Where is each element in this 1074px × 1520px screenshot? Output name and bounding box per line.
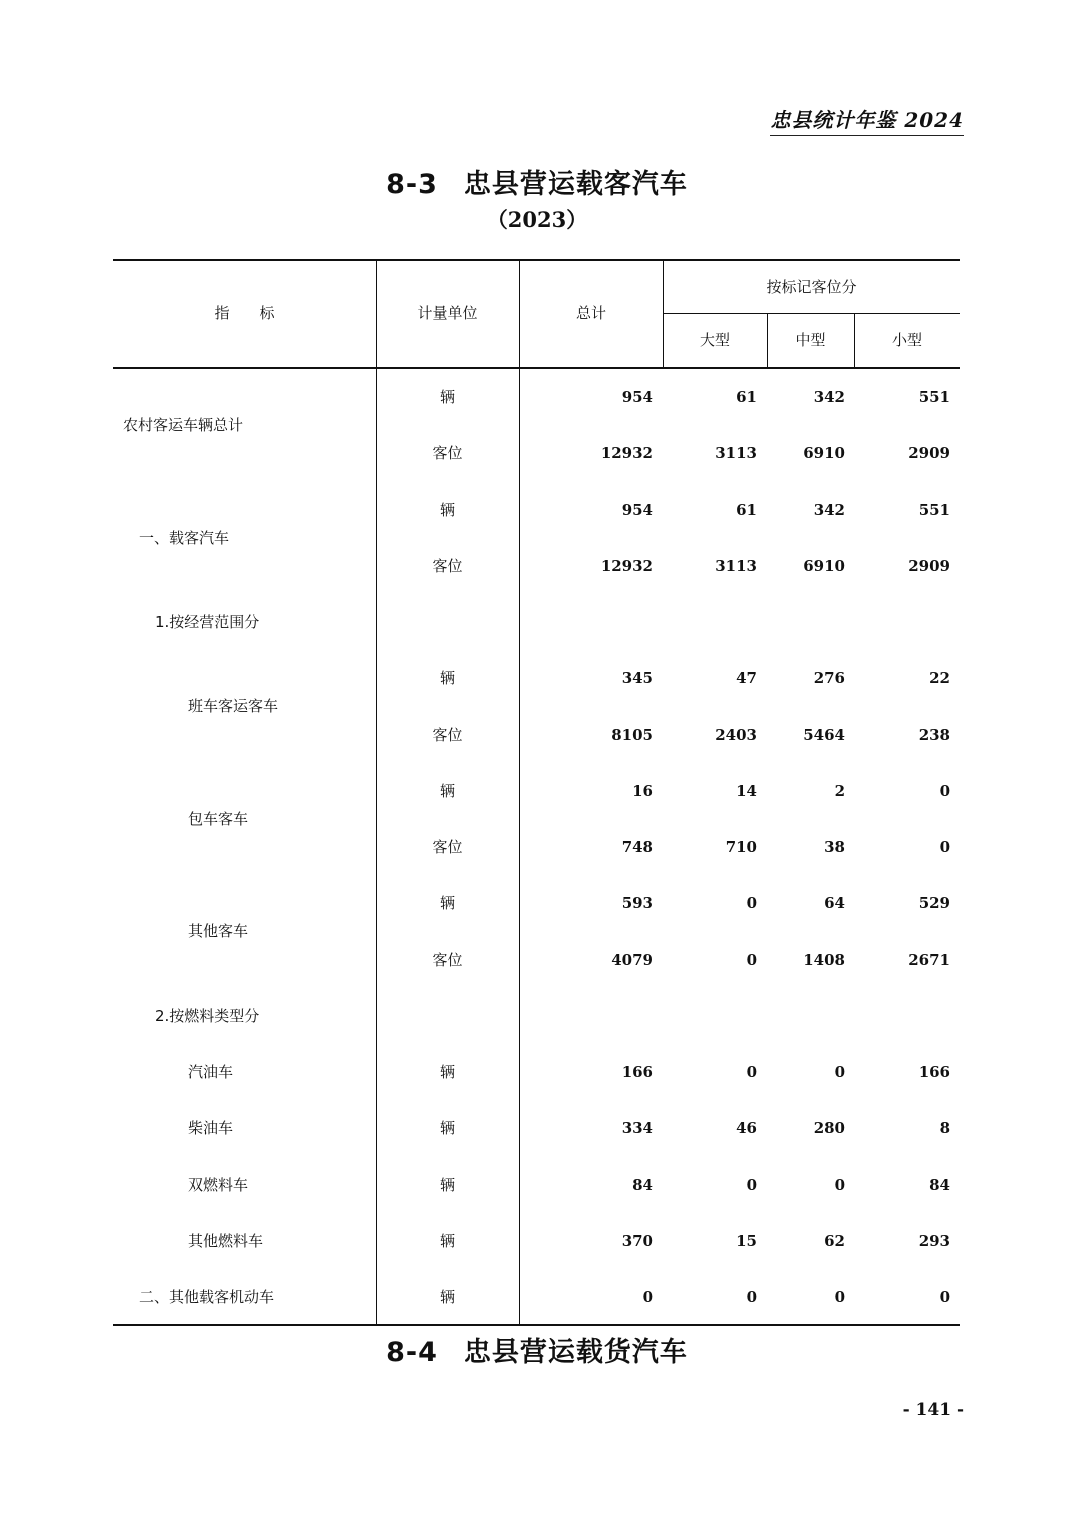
data-table [113, 259, 960, 1326]
row-label: 汽油车 [188, 1063, 234, 1081]
large-cell: 0 [746, 1063, 757, 1081]
page-number: - 141 - [902, 1400, 964, 1420]
table-top-rule [113, 259, 960, 261]
medium-cell: 38 [824, 838, 845, 856]
table-year: （2023） [486, 207, 588, 232]
row-label: 2.按燃料类型分 [155, 1006, 260, 1025]
total-cell: 954 [621, 500, 653, 519]
large-cell: 0 [746, 1175, 757, 1194]
medium-cell: 0 [834, 1288, 845, 1306]
medium-cell: 0 [834, 1063, 845, 1081]
total-cell: 370 [621, 1231, 653, 1250]
table-row [113, 1044, 960, 1100]
medium-cell: 64 [824, 894, 845, 913]
unit-cell: 客位 [432, 444, 463, 463]
large-cell: 3113 [715, 556, 757, 575]
large-cell: 0 [746, 950, 757, 969]
small-cell: 238 [918, 725, 950, 744]
total-cell: 0 [642, 1288, 653, 1306]
row-label: 包车客车 [188, 809, 249, 828]
small-cell: 166 [918, 1063, 950, 1081]
unit-cell: 客位 [432, 725, 463, 744]
next-table-title-text: 忠县营运载货汽车 [463, 1337, 688, 1368]
medium-cell: 1408 [803, 950, 845, 969]
unit-cell: 客位 [432, 950, 463, 969]
small-cell: 551 [918, 388, 950, 406]
large-cell: 0 [746, 1288, 757, 1306]
row-label: 班车客运客车 [188, 697, 279, 716]
small-cell: 0 [939, 838, 950, 856]
large-cell: 0 [746, 894, 757, 913]
medium-cell: 280 [813, 1119, 845, 1138]
large-cell: 47 [736, 669, 757, 688]
total-cell: 12932 [600, 444, 653, 463]
table-row [113, 538, 960, 594]
table-row [113, 707, 960, 763]
row-label: 二、其他载客机动车 [139, 1288, 275, 1306]
unit-cell: 辆 [439, 894, 455, 913]
total-cell: 334 [621, 1119, 653, 1138]
table-number: 8-3 [386, 169, 438, 200]
header-unit: 计量单位 [417, 304, 478, 322]
total-cell: 748 [621, 838, 653, 856]
unit-cell: 辆 [439, 669, 455, 688]
table-row [113, 482, 960, 538]
large-cell: 61 [736, 388, 757, 406]
unit-cell: 辆 [439, 1288, 455, 1306]
total-cell: 954 [621, 388, 653, 406]
small-cell: 2909 [908, 444, 950, 463]
medium-cell: 276 [813, 669, 845, 688]
row-label: 1.按经营范围分 [155, 613, 260, 631]
medium-cell: 62 [824, 1231, 845, 1250]
header-indicator: 指 标 [214, 304, 275, 322]
large-cell: 3113 [715, 444, 757, 463]
table-title [0, 162, 1074, 201]
table-row [113, 819, 960, 875]
medium-cell: 6910 [803, 556, 845, 575]
header-group: 按标记客位分 [766, 278, 857, 296]
unit-cell: 辆 [439, 1063, 455, 1081]
small-cell: 0 [939, 781, 950, 800]
total-cell: 8105 [611, 725, 653, 744]
next-table-number: 8-4 [386, 1337, 438, 1368]
small-cell: 84 [929, 1175, 950, 1194]
row-label: 其他客车 [188, 922, 249, 941]
row-label: 农村客运车辆总计 [123, 416, 244, 434]
small-cell: 529 [918, 894, 950, 913]
total-cell: 345 [621, 669, 653, 688]
row-label: 柴油车 [188, 1119, 234, 1138]
header-large: 大型 [699, 331, 730, 349]
total-cell: 12932 [600, 556, 653, 575]
header-small: 小型 [891, 331, 922, 349]
total-cell: 4079 [611, 950, 653, 969]
table-row [113, 650, 960, 706]
next-table-title [0, 1330, 1074, 1369]
unit-cell: 辆 [439, 781, 455, 800]
medium-cell: 0 [834, 1175, 845, 1194]
unit-cell: 辆 [439, 388, 455, 406]
table-row [113, 763, 960, 819]
table-row [113, 369, 960, 425]
unit-cell: 辆 [439, 1119, 455, 1138]
table-title-text: 忠县营运载客汽车 [463, 169, 688, 200]
unit-cell: 辆 [439, 1175, 455, 1194]
small-cell: 2671 [908, 950, 950, 969]
small-cell: 0 [939, 1288, 950, 1306]
medium-cell: 5464 [803, 725, 845, 744]
total-cell: 593 [621, 894, 653, 913]
small-cell: 8 [939, 1119, 950, 1138]
large-cell: 710 [725, 838, 757, 856]
table-row [113, 875, 960, 931]
group-header-rule [663, 313, 960, 314]
large-cell: 14 [736, 781, 757, 800]
small-cell: 293 [918, 1231, 950, 1250]
table-row [113, 932, 960, 988]
large-cell: 2403 [715, 725, 757, 744]
medium-cell: 342 [813, 388, 845, 406]
medium-cell: 6910 [803, 444, 845, 463]
medium-cell: 342 [813, 500, 845, 519]
table-row [113, 425, 960, 481]
header-total: 总计 [575, 304, 606, 322]
table-row [113, 1269, 960, 1325]
header-medium: 中型 [795, 331, 826, 349]
total-cell: 16 [632, 781, 653, 800]
table-row [113, 1157, 960, 1213]
row-label: 双燃料车 [188, 1175, 249, 1194]
unit-cell: 客位 [432, 556, 463, 575]
large-cell: 46 [736, 1119, 757, 1138]
table-row [113, 1213, 960, 1269]
small-cell: 2909 [908, 556, 950, 575]
unit-cell: 辆 [439, 500, 455, 519]
row-label: 其他燃料车 [188, 1231, 264, 1250]
small-cell: 22 [929, 669, 950, 688]
table-row [113, 1100, 960, 1156]
medium-cell: 2 [834, 781, 845, 800]
divider-group [663, 259, 664, 367]
book-title: 忠县统计年鉴 2024 [770, 104, 964, 136]
large-cell: 61 [736, 500, 757, 519]
row-label: 一、载客汽车 [139, 528, 230, 547]
large-cell: 15 [736, 1231, 757, 1250]
small-cell: 551 [918, 500, 950, 519]
total-cell: 84 [632, 1175, 653, 1194]
unit-cell: 客位 [432, 838, 463, 856]
total-cell: 166 [621, 1063, 653, 1081]
unit-cell: 辆 [439, 1231, 455, 1250]
